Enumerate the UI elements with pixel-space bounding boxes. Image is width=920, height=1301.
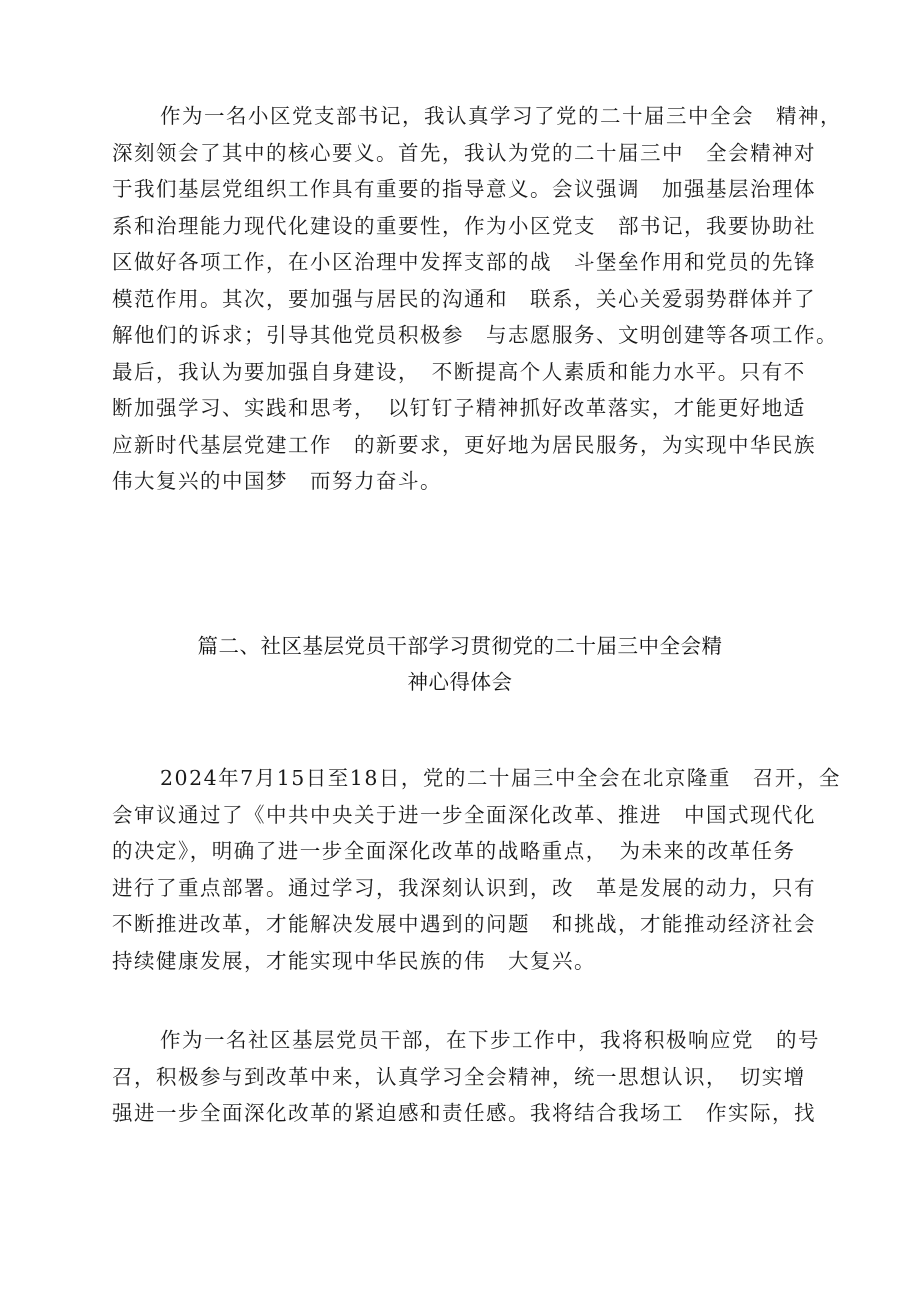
- text-line: 2024年7月15日至18日，党的二十届三中全会在北京隆重 召开，全: [160, 766, 841, 790]
- paragraph-section2-2: [112, 1022, 832, 1132]
- text-line: 模范作用。其次，要加强与居民的沟通和 联系，关心关爱弱势群体并了: [112, 286, 816, 311]
- text-line: 进行了重点部署。通过学习，我深刻认识到，改 革是发展的动力，只有: [112, 875, 816, 900]
- text-line: 于我们基层党组织工作具有重要的指导意义。会议强调 加强基层治理体: [112, 177, 816, 201]
- text-line: 最后，我认为要加强自身建设， 不断提高个人素质和能力水平。只有不: [112, 359, 806, 384]
- section-heading: [0, 628, 920, 700]
- heading-line: 篇二、社区基层党员干部学习贯彻党的二十届三中全会精: [197, 634, 723, 658]
- text-line: 深刻领会了其中的核心要义。首先，我认为党的二十届三中 全会精神对: [112, 140, 816, 165]
- text-line: 应新时代基层党建工作 的新要求，更好地为居民服务，为实现中华民族: [112, 432, 816, 457]
- text-line: 区做好各项工作，在小区治理中发挥支部的战 斗堡垒作用和党员的先锋: [112, 250, 816, 274]
- paragraph-section2-1: [112, 760, 841, 979]
- text-line: 会审议通过了《中共中央关于进一步全面深化改革、推进 中国式现代化: [112, 802, 816, 827]
- text-line: 解他们的诉求；引导其他党员积极参 与志愿服务、文明创建等各项工作。: [112, 323, 838, 347]
- text-line: 不断推进改革，才能解决发展中遇到的问题 和挑战，才能推动经济社会: [112, 912, 816, 936]
- text-line: 伟大复兴的中国梦 而努力奋斗。: [112, 469, 442, 493]
- text-line: 系和治理能力现代化建设的重要性，作为小区党支 部书记，我要协助社: [112, 213, 816, 238]
- heading-line: 神心得体会: [407, 670, 513, 694]
- text-line: 作为一名社区基层党员干部，在下步工作中，我将积极响应党 的号: [160, 1028, 820, 1052]
- paragraph-section1: [112, 98, 842, 500]
- text-line: 强进一步全面深化改革的紧迫感和责任感。我将结合我场工 作实际，找: [112, 1101, 816, 1125]
- text-line: 断加强学习、实践和思考， 以钉钉子精神抓好改革落实，才能更好地适: [112, 396, 806, 420]
- text-line: 持续健康发展，才能实现中华民族的伟 大复兴。: [112, 948, 596, 973]
- text-line: 作为一名小区党支部书记，我认真学习了党的二十届三中全会 精神，: [160, 104, 842, 128]
- text-line: 的决定》，明确了进一步全面深化改革的战略重点， 为未来的改革任务: [112, 839, 796, 863]
- text-line: 召，积极参与到改革中来，认真学习全会精神，统一思想认识， 切实增: [112, 1064, 806, 1089]
